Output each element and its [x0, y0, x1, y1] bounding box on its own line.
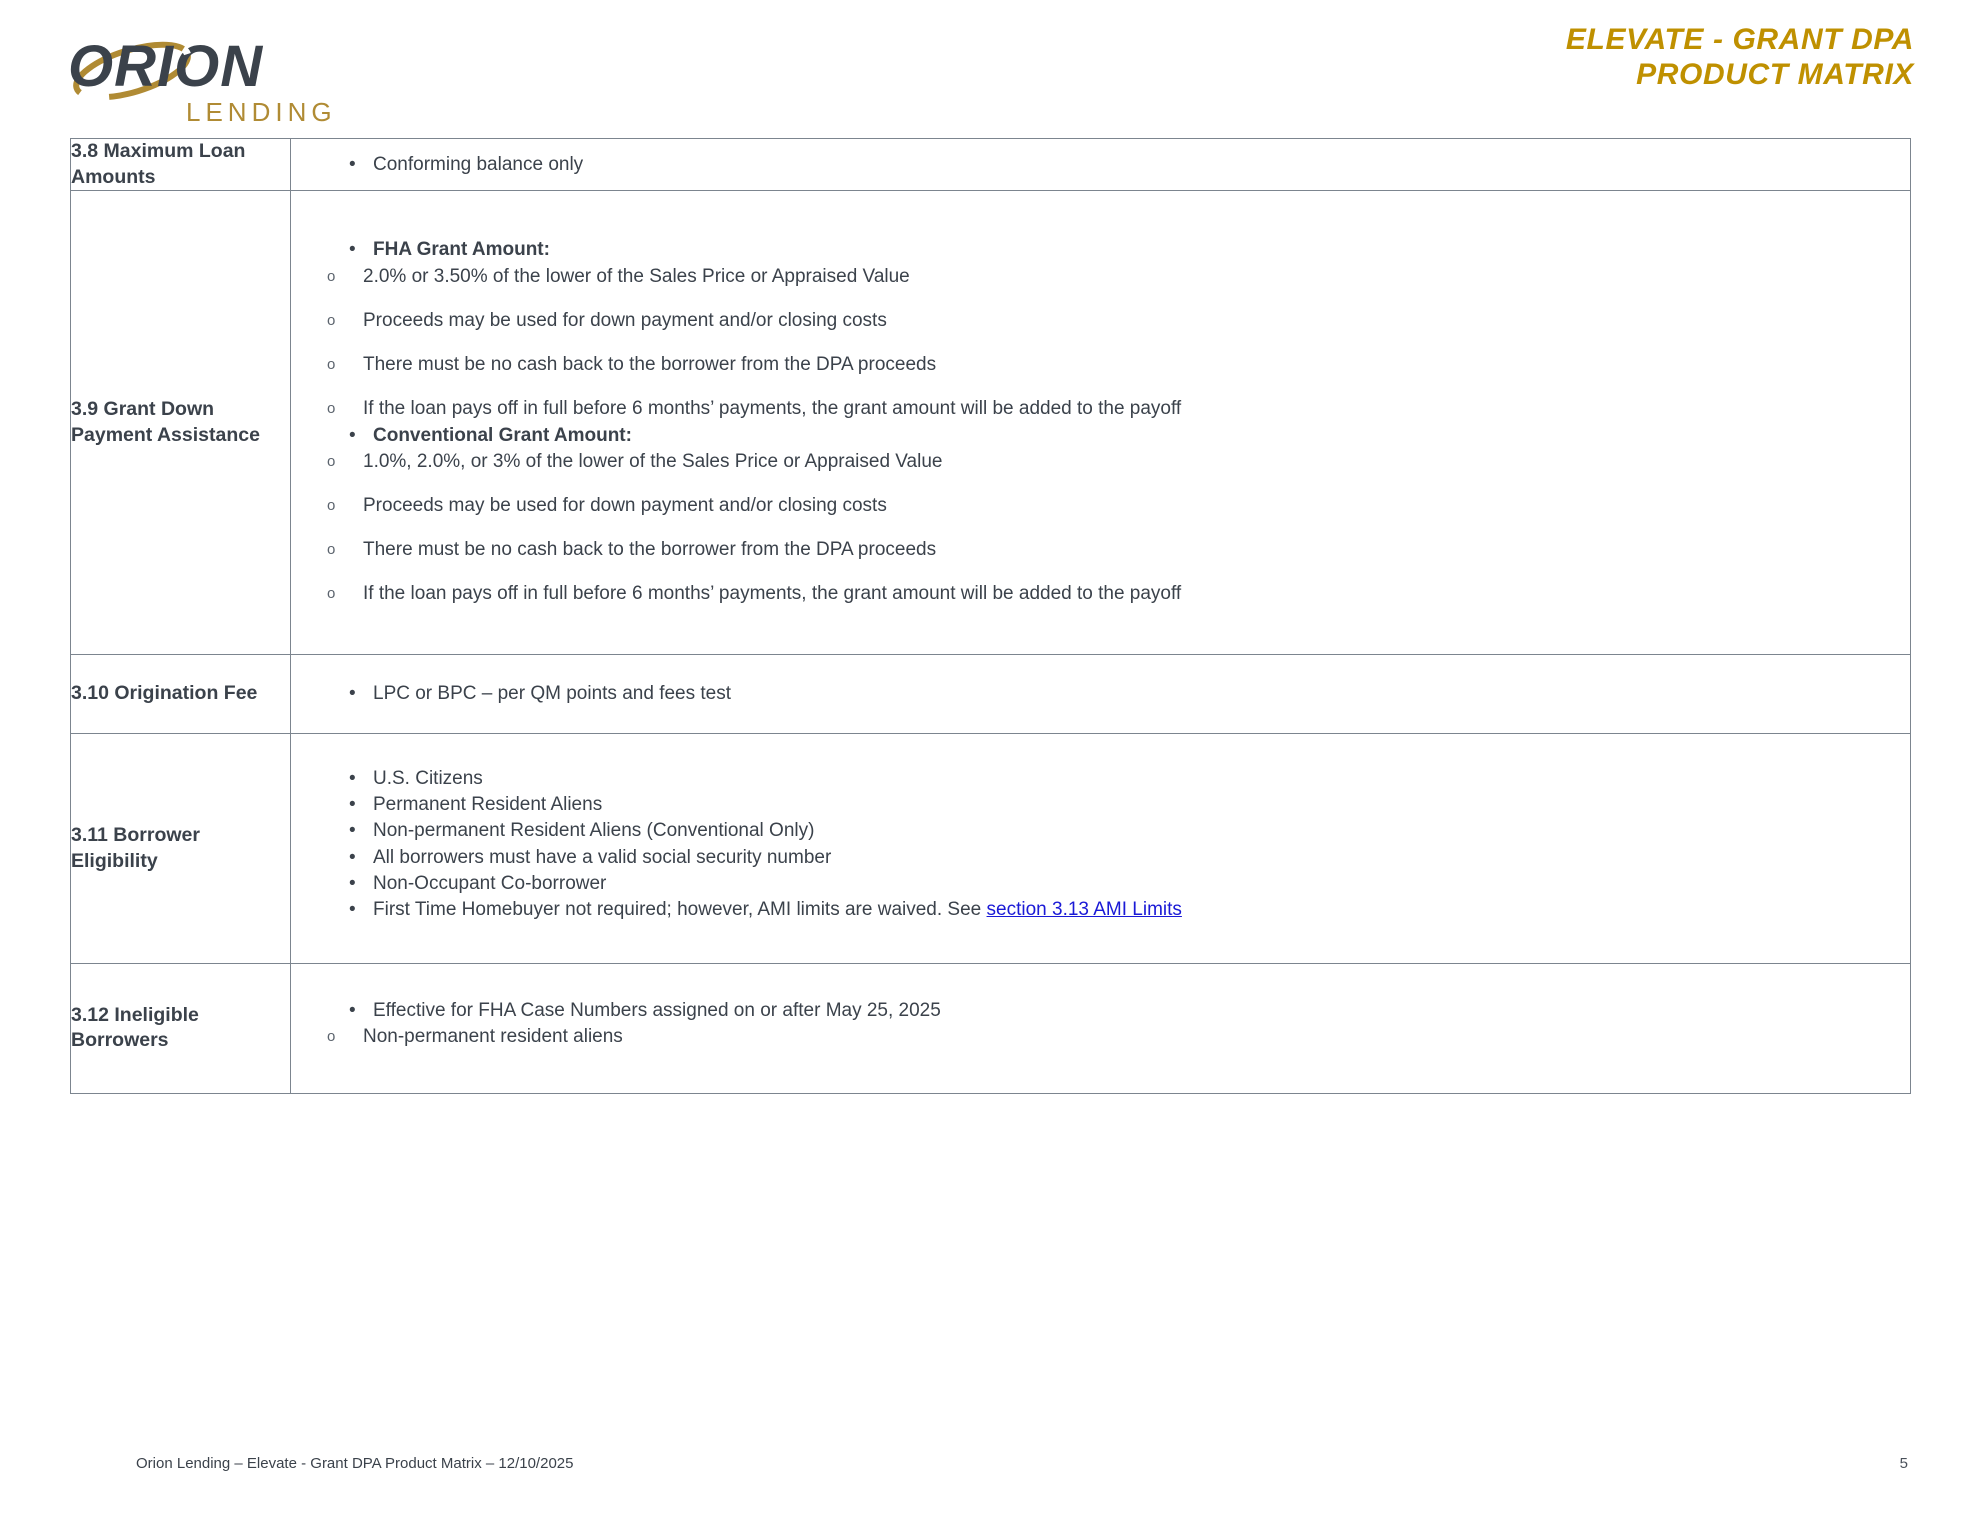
- table-row: [71, 654, 1911, 733]
- bullet-marker: •: [349, 794, 356, 816]
- list-item-text: All borrowers must have a valid social security number: [373, 846, 832, 868]
- bullet-list-ineligible: [291, 998, 1910, 1024]
- bullet-marker: •: [349, 898, 356, 920]
- orion-logo-icon: [68, 24, 338, 124]
- sub-bullet-list-ineligible: [291, 1024, 1910, 1050]
- bullet-marker: •: [349, 872, 356, 894]
- list-item-heading: [291, 423, 1910, 449]
- sub-bullet-list-conventional: [291, 449, 1910, 608]
- list-item: [291, 871, 1910, 897]
- list-item: [291, 152, 1910, 178]
- list-item-heading: [291, 237, 1910, 263]
- sub-list-item: [291, 449, 1910, 475]
- sub-list-item-text: There must be no cash back to the borrower from the DPA proceeds: [363, 354, 937, 376]
- sub-bullet-marker: o: [327, 452, 336, 470]
- footer-page-number: 5: [1899, 1455, 1908, 1472]
- list-item-text: Conforming balance only: [373, 153, 584, 175]
- table-row: [71, 139, 1911, 191]
- sub-list-item-text: If the loan pays off in full before 6 months’ payments, the grant amount will be added to the payoff: [363, 583, 1182, 605]
- list-item-with-link: [291, 897, 1910, 923]
- row-label-3-10: 3.10 Origination Fee: [71, 654, 291, 733]
- list-item-text: LPC or BPC – per QM points and fees test: [373, 682, 732, 704]
- sub-list-item-text: There must be no cash back to the borrower from the DPA proceeds: [363, 539, 937, 561]
- list-item-text: Non-permanent Resident Aliens (Conventional Only): [373, 820, 815, 842]
- list-item-text: U.S. Citizens: [373, 767, 483, 789]
- sub-bullet-list-fha: [291, 264, 1910, 423]
- bullet-list-borrower-eligibility: [291, 766, 1910, 923]
- sub-bullet-marker: o: [327, 267, 336, 285]
- page-header: [0, 0, 1980, 132]
- svg-text:LENDING: LENDING: [186, 97, 337, 124]
- list-item-text: Permanent Resident Aliens: [373, 794, 603, 816]
- sub-list-item: [291, 581, 1910, 607]
- row-content-3-11: [291, 733, 1911, 963]
- row-content-3-9: [291, 191, 1911, 654]
- table-row: [71, 733, 1911, 963]
- row-label-3-12: 3.12 Ineligible Borrowers: [71, 964, 291, 1093]
- sub-list-item: [291, 493, 1910, 519]
- sub-list-item-text: Non-permanent resident aliens: [363, 1026, 623, 1048]
- footer-text: Orion Lending – Elevate - Grant DPA Product Matrix – 12/10/2025: [136, 1455, 574, 1472]
- orion-lending-logo: [68, 24, 338, 124]
- list-item: [291, 845, 1910, 871]
- bullet-marker: •: [349, 1000, 356, 1022]
- group-heading-text: Effective for FHA Case Numbers assigned on or after May 25, 2025: [373, 1000, 941, 1022]
- row-content-3-12: [291, 964, 1911, 1093]
- header-title-line1: ELEVATE - GRANT DPA: [1565, 23, 1914, 56]
- header-title-line2: PRODUCT MATRIX: [1636, 58, 1914, 92]
- bullet-marker: •: [349, 153, 356, 175]
- bullet-list: [291, 152, 1910, 178]
- table-row: [71, 964, 1911, 1093]
- bullet-list-fha: [291, 237, 1910, 263]
- sub-list-item: [291, 264, 1910, 290]
- sub-list-item-text: Proceeds may be used for down payment and/or closing costs: [363, 309, 887, 331]
- bullet-marker: •: [349, 682, 356, 704]
- sub-list-item: [291, 308, 1910, 334]
- bullet-marker: •: [349, 239, 356, 261]
- sub-bullet-marker: o: [327, 1028, 336, 1046]
- header-title: [1566, 22, 1914, 92]
- bullet-marker: •: [349, 767, 356, 789]
- bullet-marker: •: [349, 820, 356, 842]
- sub-list-item: [291, 352, 1910, 378]
- row-label-3-8: 3.8 Maximum Loan Amounts: [71, 139, 291, 191]
- sub-bullet-marker: o: [327, 400, 336, 418]
- list-item-text: First Time Homebuyer not required; however, AMI limits are waived. See: [373, 898, 987, 920]
- sub-bullet-marker: o: [327, 585, 336, 603]
- sub-bullet-marker: o: [327, 311, 336, 329]
- sub-list-item-text: If the loan pays off in full before 6 months’ payments, the grant amount will be added to the payoff: [363, 398, 1182, 420]
- list-item-text: Non-Occupant Co-borrower: [373, 872, 607, 894]
- row-content-3-10: [291, 654, 1911, 733]
- sub-list-item-text: 1.0%, 2.0%, or 3% of the lower of the Sales Price or Appraised Value: [363, 450, 943, 472]
- page-footer: [0, 1410, 1980, 1530]
- sub-list-item-text: Proceeds may be used for down payment and/or closing costs: [363, 495, 887, 516]
- sub-bullet-marker: o: [327, 541, 336, 559]
- list-item-heading: [291, 998, 1910, 1024]
- bullet-list: [291, 681, 1910, 707]
- sub-list-item-text: 2.0% or 3.50% of the lower of the Sales Price or Appraised Value: [363, 265, 910, 287]
- list-item: [291, 681, 1910, 707]
- ami-limits-link[interactable]: section 3.13 AMI Limits: [986, 898, 1182, 920]
- sub-list-item: [291, 537, 1910, 563]
- list-item: [291, 818, 1910, 844]
- bullet-marker: •: [349, 424, 356, 446]
- table-row: [71, 191, 1911, 654]
- list-item: [291, 792, 1910, 818]
- bullet-list-conventional: [291, 423, 1910, 449]
- row-content-3-8: [291, 139, 1911, 191]
- sub-bullet-marker: o: [327, 497, 336, 514]
- sub-list-item: [291, 1024, 1910, 1050]
- svg-text:ORION: ORION: [68, 34, 264, 99]
- row-label-3-9: 3.9 Grant Down Payment Assistance: [71, 191, 291, 654]
- group-heading-text: Conventional Grant Amount:: [373, 424, 632, 446]
- product-matrix-table: [70, 138, 1911, 1094]
- bullet-marker: •: [349, 846, 356, 868]
- group-heading-text: FHA Grant Amount:: [373, 239, 550, 261]
- row-label-3-11: 3.11 Borrower Eligibility: [71, 733, 291, 963]
- list-item: [291, 766, 1910, 792]
- sub-bullet-marker: o: [327, 356, 336, 374]
- sub-list-item: [291, 396, 1910, 422]
